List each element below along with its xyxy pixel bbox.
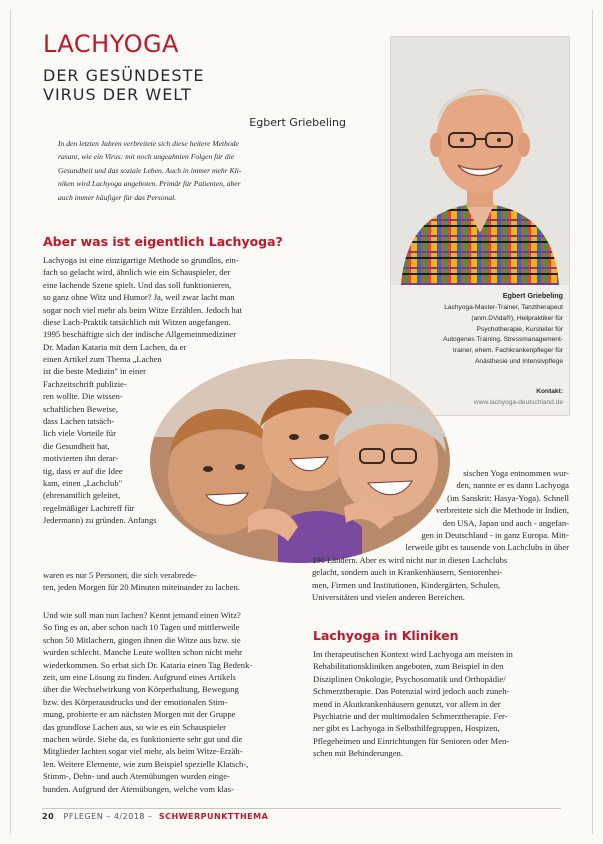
text-line: men, Firmen und Institutionen, Kindergärten, Schulen,: [312, 579, 501, 590]
text-line: fach so gelacht wird, ähnlich wie ein Schauspieler, der: [43, 267, 231, 278]
section1-continuation: [43, 609, 299, 795]
article-subtitle: [43, 66, 204, 104]
text-line: Pflegeheimen und Einrichtungen für Senioren oder Men-: [313, 735, 510, 746]
text-line: das grundlose Lachen aus, so wie es ein Schauspieler: [43, 721, 227, 732]
lead-line: In den letzten Jahren verbreitete sich diese heitere Methode: [58, 139, 239, 148]
text-line: Im therapeutischen Kontext wird Lachyoga am meisten in: [313, 649, 513, 659]
lead-line: auch immer häufiger für das Personal.: [58, 192, 177, 202]
text-line: mung, probierte er am nächsten Morgen mit der Gruppe: [43, 709, 236, 720]
text-line: verbreitete sich die Methode in Indien,: [435, 505, 569, 516]
article-title: LACHYOGA: [43, 30, 179, 58]
text-line: ren wollte. Die wissen-: [43, 391, 123, 402]
text-line: len. Weitere Elemente, wie zum Beispiel spezielle Klatsch-,: [43, 758, 249, 769]
section-heading-kliniken: Lachyoga in Kliniken: [313, 628, 459, 643]
text-line: sischen Yoga entnommen wur-: [463, 468, 569, 478]
section-right-paragraph: [312, 467, 569, 603]
text-line: Und wie soll man nun lachen? Kennt jemand einen Witz?: [43, 610, 241, 620]
text-line: Psychiatrie und der multimodalen Schmerztherapie. Fer-: [313, 711, 508, 722]
section2-paragraph: [313, 648, 570, 760]
page-footer: [42, 812, 268, 821]
portrait-photo: [391, 37, 569, 285]
contact-label: Kontakt:: [536, 388, 563, 395]
text-line: zeit, um eine Lösung zu finden. Aufgrund eines Artikels: [43, 672, 236, 683]
text-line: ner gibt es Lachyoga in Selbsthilfegruppen, Hospizen,: [313, 723, 500, 734]
contact-link[interactable]: www.lachyoga-deutschland.de: [473, 399, 563, 406]
magazine-name: PFLEGEN: [63, 812, 104, 821]
text-line: diese Lach-Praktik tatsächlich mit Witzen angefangen.: [43, 317, 231, 328]
subtitle-line: VIRUS DER WELT: [43, 85, 192, 104]
text-line: mend in Akutkrankenhäusern genutzt, vor allem in der: [313, 698, 501, 709]
caption-role-line: Psychotherapie, Kursleiter für: [476, 325, 563, 333]
text-line: Mitglieder lachten sogar viel mehr, als beim Witze-Erzäh-: [43, 746, 243, 757]
page-number: 20: [42, 812, 55, 821]
section1-paragraph-top: [43, 254, 299, 353]
text-line: den USA, Japan und auch - angefan-: [442, 517, 569, 528]
caption-role-line: trainer, ehem. Fachkrankenpfleger für: [453, 347, 563, 355]
text-line: über die Wechselwirkung von Körperhaltung, Bewegung: [43, 684, 239, 695]
text-line: kam, einen „Lachclub": [43, 478, 123, 489]
text-line: sogar noch viel mehr als beim Witze Erzählen. Jedoch hat: [43, 304, 242, 315]
lead-paragraph: [58, 137, 303, 204]
section1-paragraph-end: [43, 569, 299, 594]
text-line: wurden schlecht. Manche Leute wollten schon nicht mehr: [43, 647, 243, 658]
caption-role-line: (anm.DVida®), Heilpraktiker für: [471, 314, 563, 322]
text-line: motivierten ihn derar-: [43, 453, 119, 464]
text-line: gelacht, sondern auch in Krankenhäusern, Seniorenhei-: [312, 567, 503, 578]
text-line: machen würde. Siehe da, es funktionierte sehr gut und die: [43, 734, 243, 745]
text-line: die Gesundheit hat,: [43, 440, 110, 451]
caption-role-line: Autogenes Training, Stressmanagement-: [443, 336, 563, 344]
text-line: Schmerztherapie. Das Potenzial wird jedoch auch zuneh-: [313, 686, 510, 697]
text-line: schon 50 Mitlachern, gingen ihnen die Witze aus bzw. sie: [43, 634, 241, 645]
text-line: ist die beste Medizin" in einer: [43, 366, 147, 377]
text-line: lich viele Vorteile für: [43, 428, 116, 439]
text-line: Disziplinen Onkologie, Psychosomatik und Orthopädie/: [313, 673, 506, 684]
issue-number: 4/2018: [113, 812, 145, 821]
text-line: einen Artikel zum Thema „Lachen: [43, 354, 162, 364]
caption-role-line: Lachyoga-Master-Trainer, Tanztherapeut: [444, 304, 563, 311]
portrait-caption-name: Egbert Griebeling: [502, 291, 563, 300]
text-line: lerweile gibt es tausende von Lachclubs in über: [405, 542, 569, 553]
text-line: gen in Deutschland - in ganz Europa. Mitt-: [421, 530, 569, 541]
text-line: (im Sanskrit: Hasya-Yoga). Schnell: [447, 492, 569, 503]
lead-line: niken wird Lachyoga angeboten. Primär für Patienten, aber: [58, 179, 241, 189]
text-line: 100 Ländern. Aber es wird nicht nur in diesen Lachclubs: [312, 554, 508, 565]
text-line: Dr. Madan Kataria mit dem Lachen, da er: [43, 341, 187, 352]
text-line: Fachzeitschrift publizie-: [43, 378, 127, 389]
text-line: eine lachende Szene spielt. Und das soll funktionieren,: [43, 279, 232, 290]
text-line: tig, dass er auf die Idee: [43, 465, 123, 476]
text-line: den, nannte er es dann Lachyoga: [456, 480, 569, 491]
text-line: dass Lachen tatsäch-: [43, 416, 115, 427]
text-line: ten, jeden Morgen für 20 Minuten miteinander zu lachen.: [43, 582, 240, 593]
text-line: Jedermann) zu gründen. Anfangs: [43, 515, 157, 526]
text-line: schaftlichen Beweise,: [43, 403, 118, 414]
text-line: (ehrenamtlich geleitet,: [43, 490, 121, 501]
text-line: So fing es an, aber schon nach 10 Tagen und mittlerweile: [43, 622, 240, 633]
author-name: Egbert Griebeling: [249, 116, 346, 129]
text-line: 1995 beschäftigte sich der indische Allgemeinmediziner: [43, 329, 237, 340]
caption-role-line: Anästhesie und Intensivpflege: [475, 357, 563, 365]
lead-line: Gesundheit und das soziale Leben. Auch in immer mehr Kli-: [58, 165, 242, 175]
text-line: so ganz ohne Witz und Humor? Ja, weil zwar lacht man: [43, 292, 235, 303]
text-line: wiederkommen. So erbat sich Dr. Kataria einen Tag Bedenk-: [43, 659, 253, 670]
text-line: Stimm-, Dehn- und auch Atemübungen wurden einge-: [43, 771, 230, 782]
footer-rule: [42, 808, 561, 809]
section-heading-what-is: Aber was ist eigentlich Lachyoga?: [43, 234, 283, 249]
text-line: Rehabilitationskliniken angeboten, zum Beispiel in den: [313, 661, 504, 672]
text-line: Lachyoga ist eine einzigartige Methode so grundlos, ein-: [43, 255, 239, 265]
footer-magazine: PFLEGEN – 4/2018 –: [63, 812, 156, 821]
text-line: regelmäßiger Lachtreff für: [43, 502, 135, 513]
section-name: SCHWERPUNKTTHEMA: [158, 812, 269, 821]
text-line: bzw. des Körperausdrucks und der emotionalen Stim-: [43, 696, 228, 707]
lead-line: rasant, wie ein Virus: mit noch ungeahnten Folgen für die: [58, 152, 235, 162]
text-line: waren es nur 5 Personen, die sich verabrede-: [43, 570, 197, 580]
text-line: bunden. Aufgrund der Atemübungen, welche vom klas-: [43, 783, 234, 794]
subtitle-line: DER GESÜNDESTE: [43, 66, 205, 85]
text-line: Universitäten und vielen anderen Bereichen.: [312, 592, 465, 603]
page-edge-left: [10, 10, 11, 834]
page-edge-right: [592, 10, 593, 834]
text-line: schen mit Behinderungen.: [313, 748, 403, 759]
